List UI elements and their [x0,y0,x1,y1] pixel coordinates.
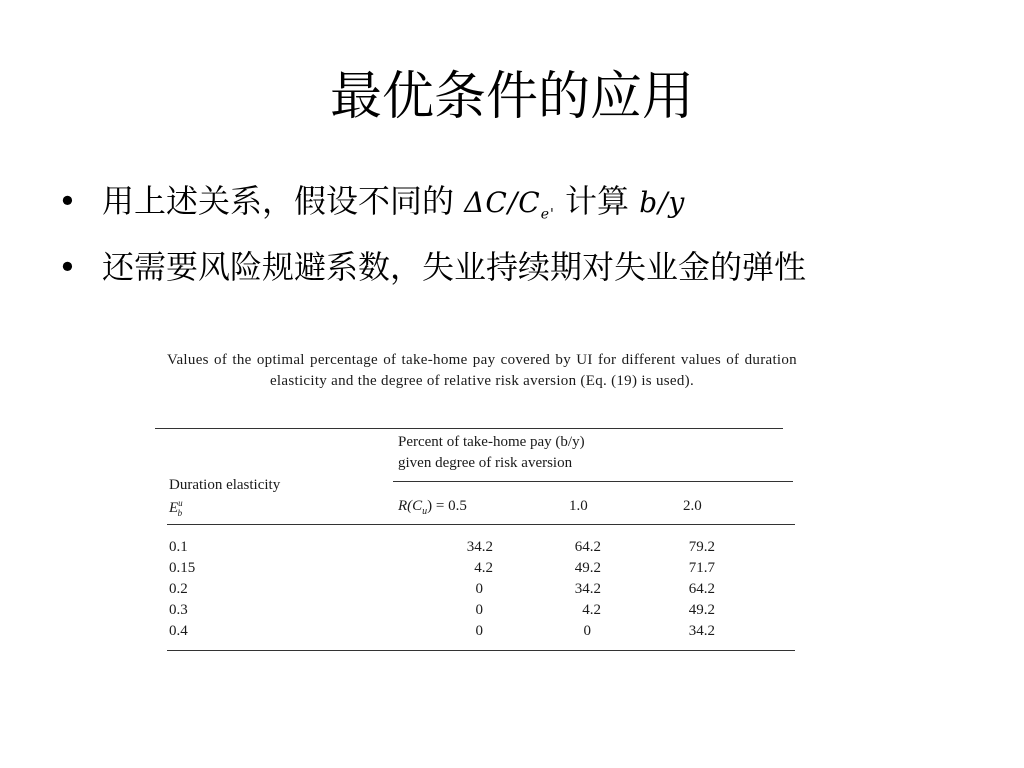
b-over-y-formula: b/y [639,186,686,219]
value-cell: 0 [475,623,483,639]
row-header-label: Duration elasticity [169,477,281,493]
column-header-2-0: 2.0 [683,498,702,514]
scanned-table [155,344,803,656]
value-cell: 64.2 [688,581,715,597]
bullet-1-text: 用上述关系，假设不同的 [102,182,455,220]
value-cell: 79.2 [688,539,715,555]
header-rule [167,524,795,525]
elasticity-cell: 0.3 [169,602,188,618]
column-group-header-1: Percent of take-home pay (b/y) [398,434,585,450]
table-caption: Values of the optimal percentage of take-home pay covered by UI for different values of duration elasticity and the degree of relative risk aversion (Eq. (19) is used). [167,352,797,389]
delta-c-formula: $\Delta C/C_{e'}$ [464,186,555,223]
bullet-1-text-2: 计算 [565,182,630,220]
value-cell: 0 [475,602,483,618]
slide-title: 最优条件的应用 [329,67,694,127]
table-bottom-rule [167,650,795,651]
column-group-header-2: given degree of risk aversion [398,455,573,471]
bullet-2-text: 还需要风险规避系数，失业持续期对失业金的弹性 [102,247,807,286]
elasticity-cell: 0.2 [169,581,188,597]
value-cell: 64.2 [574,539,601,555]
value-cell: 34.2 [574,581,601,597]
value-cell: 49.2 [688,602,715,618]
column-header-0-5: $R(C_u) = 0.5$ [398,498,467,517]
row-header-symbol: $E^u_b$ [169,498,183,518]
value-cell: 0 [475,581,483,597]
elasticity-cell: 0.4 [169,623,188,639]
value-cell: 49.2 [574,560,601,576]
column-group-rule [393,481,793,482]
value-cell: 71.7 [688,560,715,576]
table-top-rule [155,428,783,429]
value-cell: 0 [583,623,591,639]
value-cell: 34.2 [688,623,715,639]
bullet-list [58,180,958,298]
column-header-1-0: 1.0 [569,498,588,514]
value-cell: 4.2 [474,560,493,576]
elasticity-cell: 0.15 [169,560,196,576]
bullet-item-2 [58,246,958,288]
bullet-marker: • [58,182,77,220]
bullet-item-1 [58,180,958,236]
value-cell: 34.2 [466,539,493,555]
value-cell: 4.2 [582,602,601,618]
bullet-marker: • [58,247,77,286]
elasticity-cell: 0.1 [169,539,188,555]
